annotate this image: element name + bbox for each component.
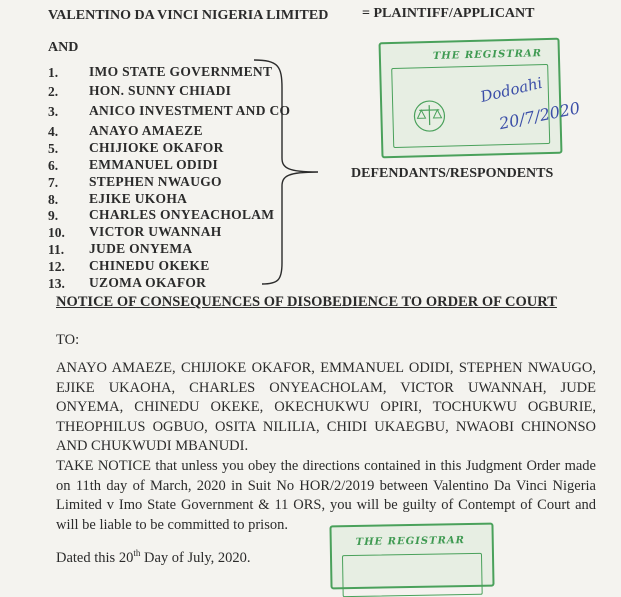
defendant-number: 7. [48,175,59,190]
dated-superscript: th [133,548,141,558]
defendant-number: 3. [48,104,59,119]
notice-body-paragraph: TAKE NOTICE that unless you obey the directions contained in this Judgment Order made on 11th day of March, 2020 in Suit No HOR/2/2019 between Valentino Da Vinci Nigeria Limited v Imo State Government & 11 ORS, you will be guilty of Contempt of Court and will be liable to be committed to prison. [56,458,596,533]
registrar-signature: Dodoahi [478,73,545,107]
defendant-name: CHIJIOKE OKAFOR [89,140,224,155]
registrar-stamp-bottom [329,523,494,590]
defendant-number: 11. [48,242,65,257]
stamp-title: THE REGISTRAR [432,48,543,62]
defendant-number: 4. [48,124,59,139]
defendant-name: ANICO INVESTMENT AND CO [89,103,291,118]
defendant-name: JUDE ONYEMA [89,241,193,256]
notice-title: NOTICE OF CONSEQUENCES OF DISOBEDIENCE TO ORDER OF COURT [56,294,557,310]
defendant-number: 10. [48,225,65,240]
defendant-name: EMMANUEL ODIDI [89,157,219,172]
defendant-name: UZOMA OKAFOR [89,275,207,290]
to-label: TO: [56,332,80,348]
brace-shape [248,58,328,288]
defendant-number: 8. [48,192,59,207]
registrar-stamp [379,38,582,159]
plaintiff-role: = PLAINTIFF/APPLICANT [362,6,535,21]
defendant-number: 5. [48,141,59,156]
registrar-date: 20/7/2020 [497,98,582,134]
stamp-title: THE REGISTRAR [355,535,466,548]
plaintiff-name: VALENTINO DA VINCI NIGERIA LIMITED [48,8,329,23]
defendant-number: 9. [48,208,59,223]
scales-of-justice-icon [412,99,447,134]
and-label: AND [48,40,79,55]
defendant-name: VICTOR UWANNAH [89,224,222,239]
defendant-number: 1. [48,65,59,80]
defendant-name: HON. SUNNY CHIADI [89,83,232,98]
defendant-name: EJIKE UKOHA [89,191,188,206]
dated-suffix: Day of July, 2020. [140,549,251,566]
dated-line [56,548,251,567]
defendant-name: CHINEDU OKEKE [89,258,210,273]
defendant-number: 12. [48,259,65,274]
defendant-number: 2. [48,84,59,99]
defendant-name: STEPHEN NWAUGO [89,174,222,189]
defendant-number: 6. [48,158,59,173]
addressees-paragraph: ANAYO AMAEZE, CHIJIOKE OKAFOR, EMMANUEL ODIDI, STEPHEN NWAUGO, EJIKE UKAOHA, CHARLES ONYEACHOLAM, VICTOR UWANNAH, JUDE ONYEMA, CHINEDU OKEKE, OKECHUKWU OPIRI, TOCHUKWU OGBURIE, THEOPHILUS OGBUO, OSITA NILILIA, CHIDI UKAEGBU, NWAOBI CHINONSO AND CHUKWUDI MBANUDI. [56,360,596,454]
defendant-number: 13. [48,276,65,291]
defendants-role: DEFENDANTS/RESPONDENTS [351,166,554,181]
defendant-name: CHARLES ONYEACHOLAM [89,207,275,222]
defendant-name: ANAYO AMAEZE [89,123,203,138]
defendant-name: IMO STATE GOVERNMENT [89,64,273,79]
dated-prefix: Dated this 20 [56,549,134,566]
